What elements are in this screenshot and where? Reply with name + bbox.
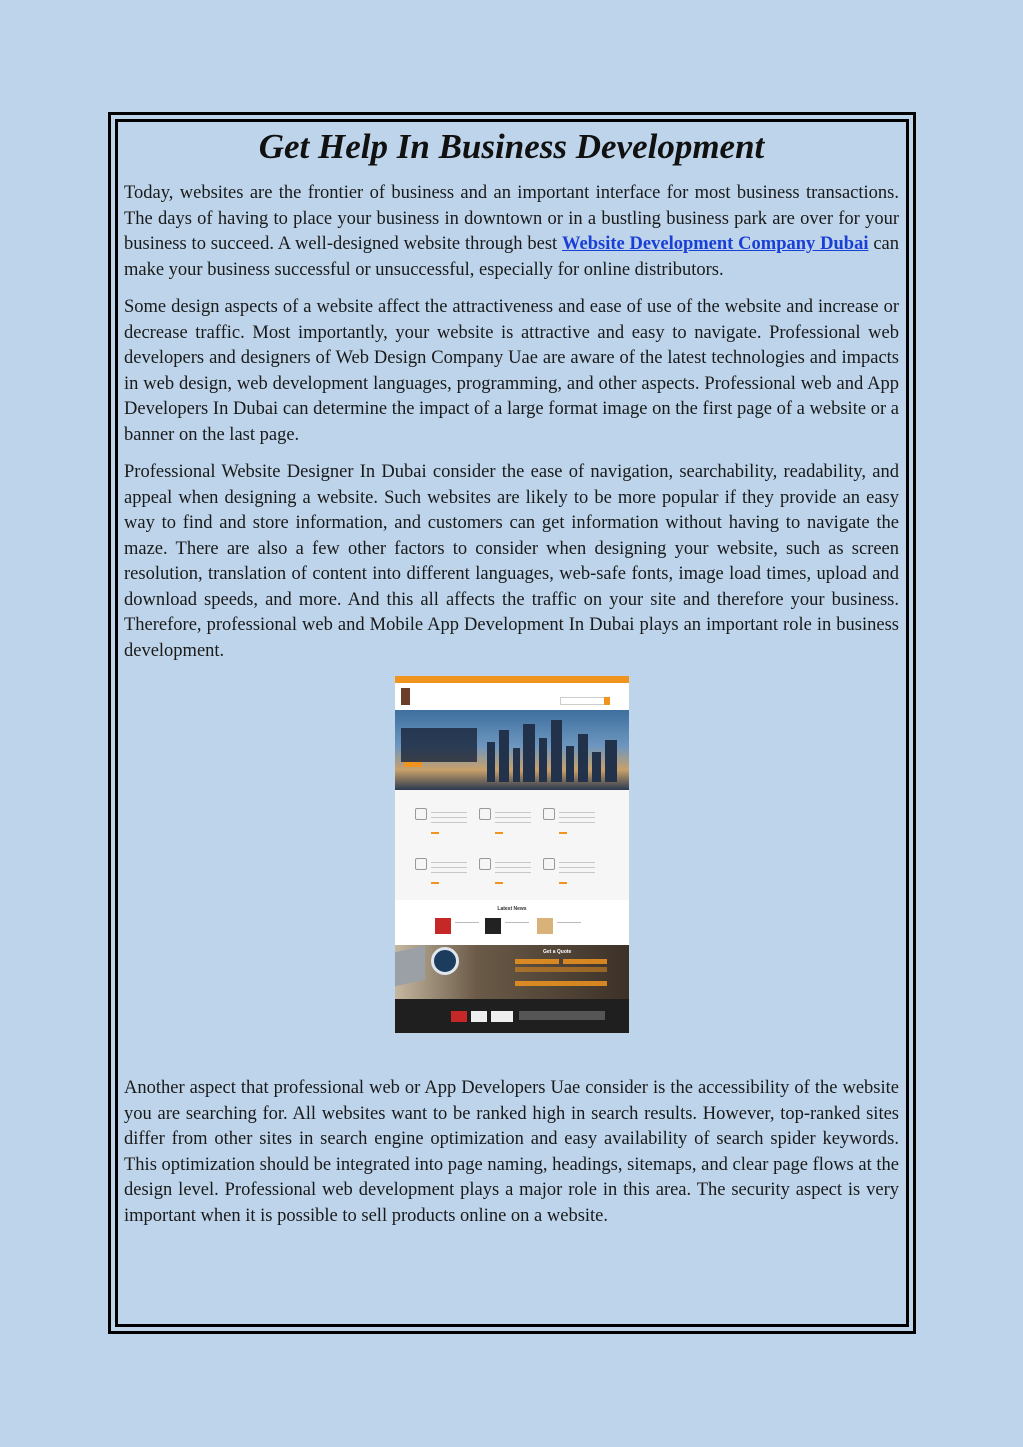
footer-badge xyxy=(451,1011,467,1022)
website-screenshot-image xyxy=(395,676,629,1033)
skyline-building xyxy=(592,752,601,782)
paragraph-1-text-after: can make your business successful or unsuccessful, especially for online distributors. xyxy=(124,234,899,280)
paragraph-3: Professional Website Designer In Dubai consider the ease of navigation, searchability, readability, and appeal when designing a website. Such websites are likely to be more popular if they provide an easy way to find and store information, and customers can get information without having to navigate the maze. There are also a few other factors to consider when designing your website, such as screen resolution, translation of content into different languages, web-safe fonts, image load times, upload and download speeds, and more. And this all affects the traffic on your site and therefore your business. Therefore, professional web and Mobile App Development In Dubai plays an important role in business development. xyxy=(124,462,899,661)
get-a-quote-heading: Get a Quote xyxy=(543,949,572,955)
skyline-building xyxy=(539,738,547,782)
skyline-building xyxy=(578,734,588,782)
quote-submit xyxy=(515,981,607,986)
skyline-building xyxy=(513,748,520,782)
quote-field xyxy=(563,959,607,964)
paragraph-1-text-before: Today, websites are the frontier of business and an important interface for most business transactions. The days of having to place your business in downtown or in a bustling business park are over for your business to succeed. A well-designed website through best xyxy=(124,183,899,254)
latest-news-heading: Latest News xyxy=(497,906,527,912)
coffee-cup-image xyxy=(431,947,459,975)
skyline-building xyxy=(551,720,562,782)
document-body xyxy=(124,124,899,1241)
quote-field xyxy=(515,967,607,972)
skyline-building xyxy=(605,740,617,782)
news-thumbnail xyxy=(435,918,451,934)
screenshot-hero-banner xyxy=(395,710,629,790)
screenshot-hero-button xyxy=(404,762,422,767)
footer-bar xyxy=(519,1011,605,1020)
screenshot-search xyxy=(560,697,610,705)
screenshot-quote-section xyxy=(395,945,629,999)
paragraph-1 xyxy=(124,181,899,283)
screenshot-footer xyxy=(395,999,629,1033)
news-thumbnail xyxy=(537,918,553,934)
footer-badge xyxy=(491,1011,513,1022)
screenshot-hero-caption xyxy=(401,728,477,762)
news-thumbnail xyxy=(485,918,501,934)
screenshot-latest-news xyxy=(395,900,629,945)
skyline-building xyxy=(499,730,509,782)
quote-field xyxy=(515,959,559,964)
screenshot-search-button xyxy=(604,697,610,705)
figure xyxy=(124,676,899,1076)
paragraph-4: Another aspect that professional web or App Developers Uae consider is the accessibility of the website you are searching for. All websites want to be ranked high in search results. However, top-ranked sites differ from other sites in search engine optimization and easy availability of search spider keywords. This optimization should be integrated into page naming, headings, sitemaps, and clear page flows at the design level. Professional web development plays a major role in this area. The security aspect is very important when it is possible to sell products online on a website. xyxy=(124,1078,899,1226)
skyline-building xyxy=(523,724,535,782)
footer-badge xyxy=(471,1011,487,1022)
screenshot-services-grid xyxy=(395,790,629,900)
document-title: Get Help In Business Development xyxy=(258,127,765,166)
screenshot-logo xyxy=(401,688,410,705)
screenshot-header xyxy=(395,683,629,710)
skyline-building xyxy=(566,746,574,782)
skyline-building xyxy=(487,742,495,782)
paragraph-2: Some design aspects of a website affect the attractiveness and ease of use of the website and increase or decrease traffic. Most importantly, your website is attractive and easy to navigate. Professional web developers and designers of Web Design Company Uae are aware of the latest technologies and impacts in web design, web development languages, programming, and other aspects. Professional web and App Developers In Dubai can determine the impact of a large format image on the first page of a website or a banner on the last page. xyxy=(124,297,899,445)
screenshot-topbar xyxy=(395,676,629,683)
laptop-image xyxy=(395,946,425,986)
website-development-company-link[interactable]: Website Development Company Dubai xyxy=(562,234,869,254)
